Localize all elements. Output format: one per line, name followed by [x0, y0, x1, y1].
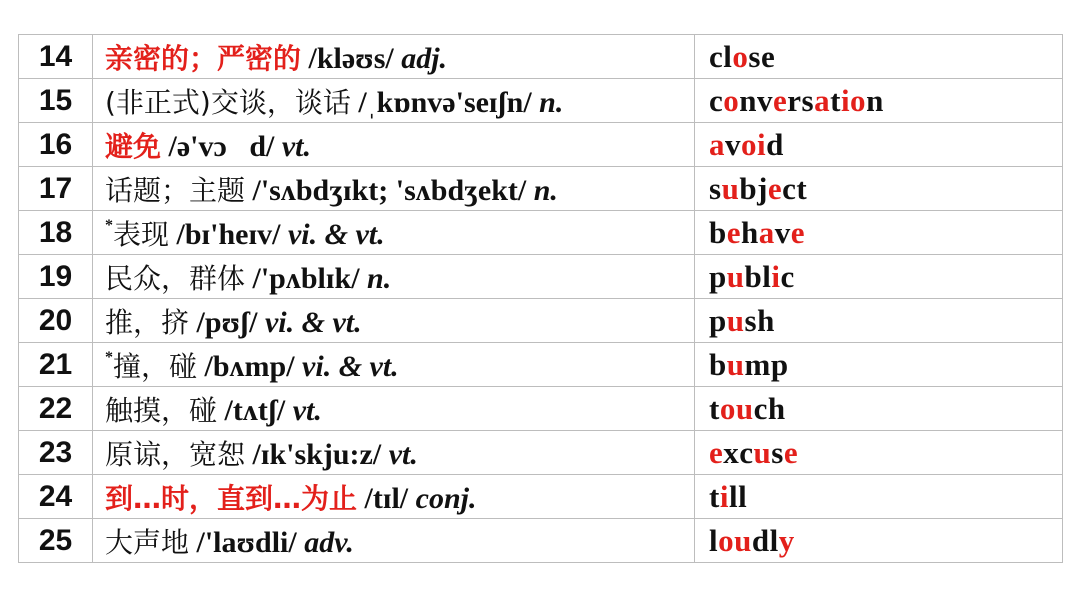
row-number: 20: [19, 299, 93, 343]
english-word: [695, 167, 1063, 211]
row-number: 14: [19, 35, 93, 79]
highlighted-letters: i: [719, 478, 729, 514]
part-of-speech: vi. & vt.: [264, 305, 362, 339]
english-word: [695, 475, 1063, 519]
word-letters: s: [771, 434, 784, 470]
part-of-speech: vi. & vt.: [302, 349, 399, 383]
word-letters: t: [830, 82, 841, 118]
word-letters: v: [725, 126, 741, 162]
phonetic: /tʌtʃ/: [217, 393, 293, 427]
word-letters: c: [780, 258, 795, 294]
word-letters: t: [709, 390, 720, 426]
part-of-speech: n.: [539, 85, 564, 119]
word-letters: ll: [728, 478, 748, 514]
vocabulary-rows: [19, 35, 1063, 563]
definition-cell: [93, 35, 695, 79]
highlighted-letters: u: [726, 258, 745, 294]
chinese-meaning: 避免: [105, 129, 162, 163]
vocabulary-table: [18, 34, 1063, 563]
word-letters: t: [709, 478, 720, 514]
highlighted-letters: e: [773, 82, 788, 118]
phonetic: /'laʊdli/: [189, 525, 305, 559]
table-row: [19, 343, 1063, 387]
definition-cell: [93, 431, 695, 475]
word-letters: mp: [744, 346, 789, 382]
table-row: [19, 387, 1063, 431]
word-letters: c: [709, 82, 724, 118]
part-of-speech: vt.: [292, 393, 322, 427]
part-of-speech: adv.: [304, 525, 354, 559]
word-letters: n: [866, 82, 884, 118]
part-of-speech: adj.: [401, 41, 448, 75]
table-row: [19, 35, 1063, 79]
row-number: 15: [19, 79, 93, 123]
word-letters: se: [748, 38, 776, 74]
highlighted-letters: e: [726, 214, 742, 250]
word-letters: rs: [787, 82, 815, 118]
chinese-meaning: 推，挤: [105, 305, 190, 339]
word-letters: cl: [709, 38, 733, 74]
highlighted-letters: a: [814, 82, 831, 118]
english-word: [695, 431, 1063, 475]
chinese-meaning: 亲密的；严密的: [105, 41, 302, 75]
highlighted-letters: y: [778, 522, 795, 558]
highlighted-letters: o: [732, 38, 749, 74]
word-letters: xc: [723, 434, 754, 470]
phonetic: /bʌmp/: [197, 349, 303, 383]
table-row: [19, 519, 1063, 563]
definition-cell: [93, 79, 695, 123]
table-row: [19, 167, 1063, 211]
word-letters: ch: [753, 390, 786, 426]
word-letters: ct: [782, 170, 808, 206]
row-number: 19: [19, 255, 93, 299]
part-of-speech: n.: [367, 261, 392, 295]
chinese-meaning: 表现: [113, 217, 170, 251]
row-number: 18: [19, 211, 93, 255]
definition-cell: [93, 211, 695, 255]
row-number: 25: [19, 519, 93, 563]
table-row: [19, 431, 1063, 475]
word-letters: nv: [739, 82, 774, 118]
highlighted-letters: u: [721, 170, 740, 206]
english-word: [695, 519, 1063, 563]
row-number: 21: [19, 343, 93, 387]
highlighted-letters: oi: [741, 126, 767, 162]
highlighted-letters: io: [840, 82, 867, 118]
chinese-meaning: 大声地: [105, 525, 190, 559]
word-letters: bj: [739, 170, 768, 206]
phonetic: /'pʌblɪk/: [245, 261, 368, 295]
english-word: [695, 387, 1063, 431]
english-word: [695, 79, 1063, 123]
english-word: [695, 255, 1063, 299]
row-number: 24: [19, 475, 93, 519]
row-number: 16: [19, 123, 93, 167]
word-letters: p: [709, 302, 727, 338]
word-letters: b: [709, 346, 727, 382]
definition-cell: [93, 519, 695, 563]
asterisk-mark: *: [105, 348, 113, 366]
part-of-speech: n.: [533, 173, 558, 207]
phonetic: /ə'vɔ d/: [161, 129, 282, 163]
english-word: [695, 343, 1063, 387]
highlighted-letters: e: [767, 170, 783, 206]
part-of-speech: vi. & vt.: [287, 217, 385, 251]
chinese-meaning: 到…时，直到…为止: [105, 481, 358, 515]
highlighted-letters: ou: [718, 522, 752, 558]
table-row: [19, 255, 1063, 299]
table-row: [19, 79, 1063, 123]
definition-cell: [93, 167, 695, 211]
phonetic: /ˌkɒnvə'seɪʃn/: [350, 85, 540, 119]
highlighted-letters: u: [726, 302, 745, 338]
english-word: [695, 299, 1063, 343]
definition-cell: [93, 387, 695, 431]
highlighted-letters: e: [709, 434, 724, 470]
highlighted-letters: o: [723, 82, 740, 118]
chinese-meaning: 话题；主题: [105, 173, 246, 207]
word-letters: sh: [744, 302, 775, 338]
word-letters: d: [766, 126, 784, 162]
asterisk-mark: *: [105, 216, 113, 234]
english-word: [695, 123, 1063, 167]
highlighted-letters: u: [726, 346, 745, 382]
table-row: [19, 475, 1063, 519]
table-row: [19, 299, 1063, 343]
phonetic: /ɪk'skju:z/: [245, 437, 389, 471]
phonetic: /tɪl/: [357, 481, 416, 515]
definition-cell: [93, 255, 695, 299]
definition-cell: [93, 299, 695, 343]
word-letters: dl: [751, 522, 779, 558]
chinese-meaning: (非正式)交谈，谈话: [105, 85, 351, 119]
highlighted-letters: u: [753, 434, 772, 470]
part-of-speech: vt.: [281, 129, 311, 163]
definition-cell: [93, 343, 695, 387]
definition-cell: [93, 475, 695, 519]
english-word: [695, 35, 1063, 79]
row-number: 23: [19, 431, 93, 475]
highlighted-letters: a: [758, 214, 775, 250]
phonetic: /kləʊs/: [301, 41, 402, 75]
word-letters: l: [709, 522, 719, 558]
chinese-meaning: 触摸，碰: [105, 393, 218, 427]
row-number: 22: [19, 387, 93, 431]
part-of-speech: conj.: [415, 481, 477, 515]
word-letters: h: [741, 214, 759, 250]
highlighted-letters: a: [709, 126, 725, 162]
table-row: [19, 211, 1063, 255]
english-word: [695, 211, 1063, 255]
phonetic: /'sʌbdʒɪkt; 'sʌbdʒekt/: [245, 173, 534, 207]
word-letters: s: [709, 170, 722, 206]
part-of-speech: vt.: [388, 437, 418, 471]
highlighted-letters: e: [790, 214, 806, 250]
highlighted-letters: e: [783, 434, 799, 470]
phonetic: /pʊʃ/: [189, 305, 265, 339]
chinese-meaning: 原谅，宽恕: [105, 437, 246, 471]
chinese-meaning: 撞，碰: [113, 349, 198, 383]
row-number: 17: [19, 167, 93, 211]
word-letters: v: [774, 214, 791, 250]
word-letters: p: [709, 258, 727, 294]
definition-cell: [93, 123, 695, 167]
table-row: [19, 123, 1063, 167]
word-letters: bl: [744, 258, 772, 294]
chinese-meaning: 民众，群体: [105, 261, 246, 295]
highlighted-letters: ou: [719, 390, 754, 426]
word-letters: b: [709, 214, 727, 250]
phonetic: /bɪ'heɪv/: [169, 217, 288, 251]
highlighted-letters: i: [771, 258, 781, 294]
